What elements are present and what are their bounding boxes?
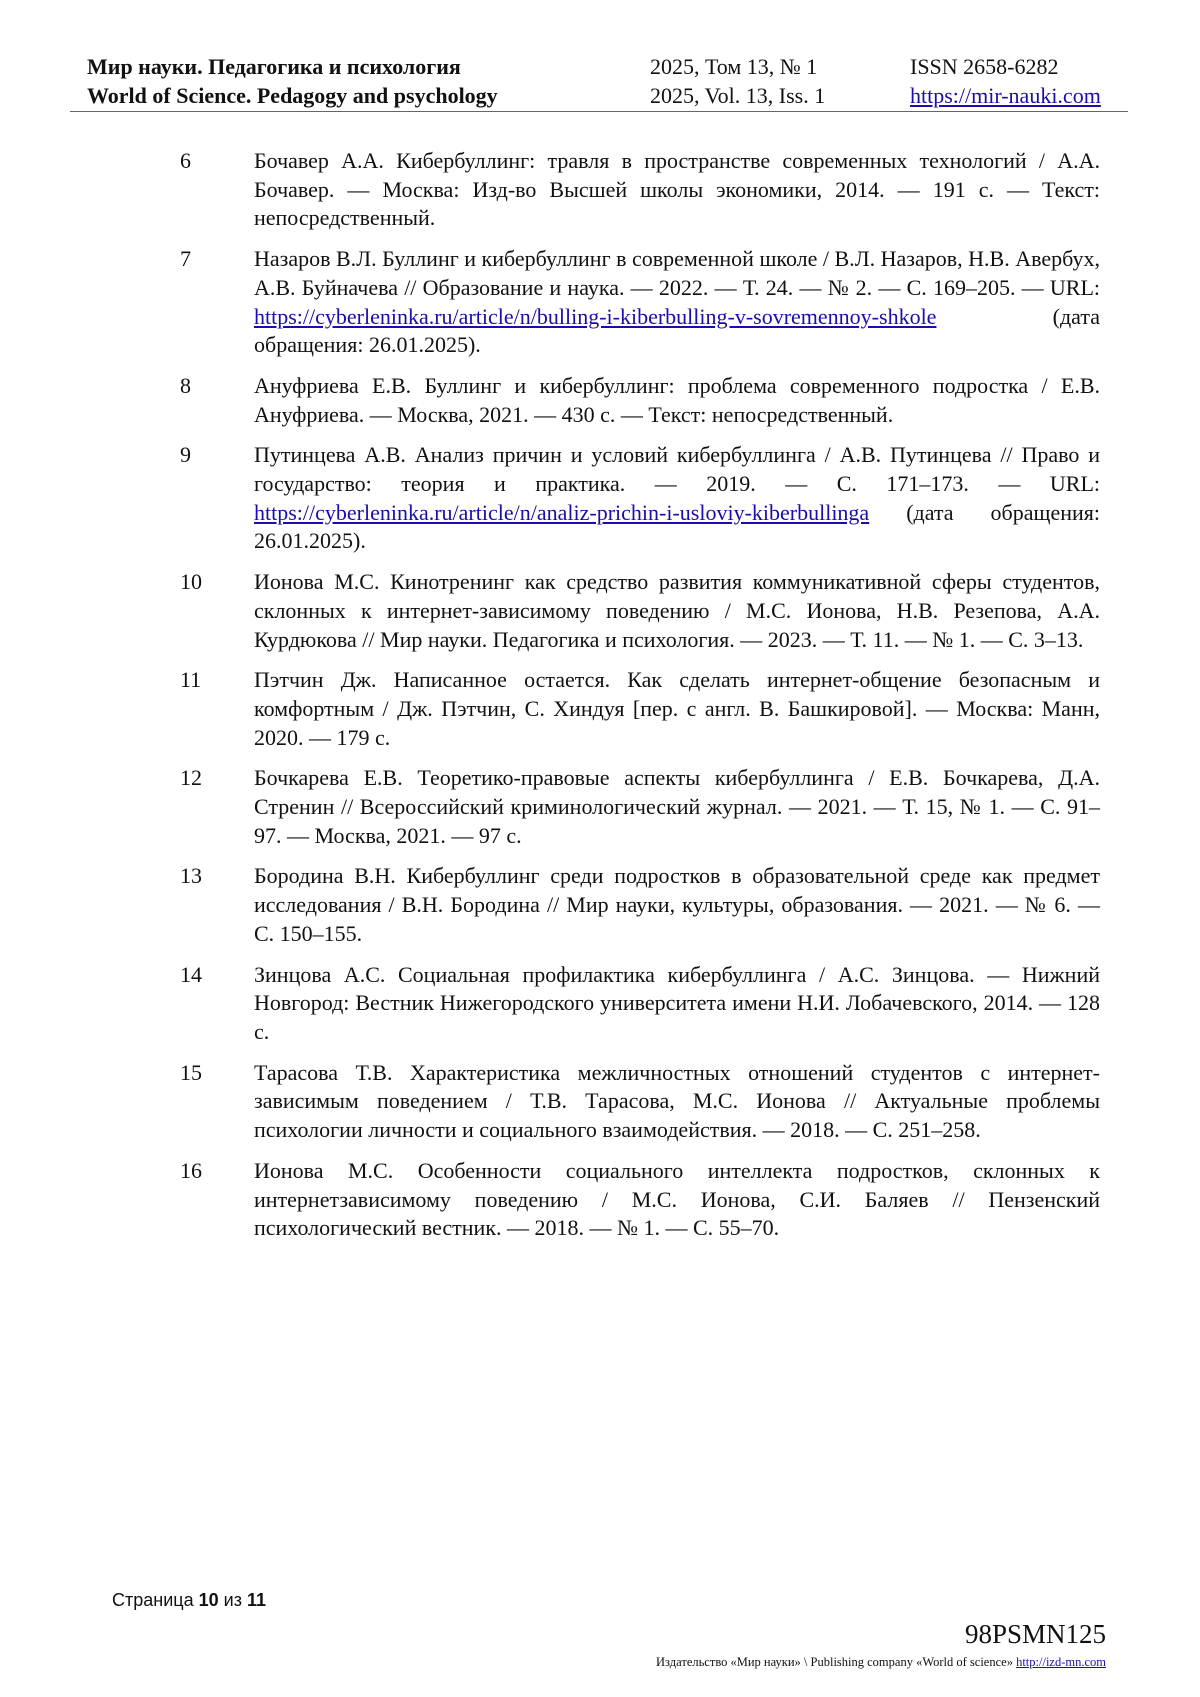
reference-text: Ионова М.С. Кинотренинг как средство развития коммуникативной сферы студентов, склонных к интернет-зависимому поведению / М.С. Ионова, Н.В. Резепова, А.А. Курдюкова // Мир науки. Педагогика и психология. — 2023. — Т. 11. — № 1. — С. 3–13. [254, 569, 1100, 652]
header-divider [70, 111, 1128, 112]
reference-item [180, 764, 1100, 850]
reference-link[interactable]: https://cyberleninka.ru/article/n/bulling-i-kiberbulling-v-sovremennoy-shkole [254, 303, 937, 329]
issue-ru: 2025, Том 13, № 1 [650, 54, 818, 79]
publisher-text: Издательство «Мир науки» \ Publishing company «World of science» [656, 1655, 1013, 1669]
page-total: 11 [246, 1590, 267, 1610]
header-row-en [87, 81, 1113, 110]
reference-item [180, 147, 1100, 233]
reference-text: Ануфриева Е.В. Буллинг и кибербуллинг: проблема современного подростка / Е.В. Ануфриева. — Москва, 2021. — 430 с. — Текст: непосредственный. [254, 372, 1100, 427]
page-number [112, 1590, 266, 1611]
page-word: Страница [112, 1590, 194, 1610]
reference-text: Бочавер А.А. Кибербуллинг: травля в пространстве современных технологий / А.А. Бочавер. — Москва: Изд-во Высшей школы экономики, 2014. — 191 с. — Текст: непосредственный. [254, 148, 1100, 231]
reference-text: Пэтчин Дж. Написанное остается. Как сделать интернет-общение безопасным и комфортным / Дж. Пэтчин, С. Хиндуя [пер. с англ. В. Башкировой]. — Москва: Манн, 2020. — 179 с. [254, 667, 1100, 750]
reference-item [180, 862, 1100, 948]
reference-number: 8 [180, 372, 191, 398]
reference-number: 13 [180, 863, 202, 889]
journal-title-ru: Мир науки. Педагогика и психология [87, 54, 461, 79]
reference-text: Бородина В.Н. Кибербуллинг среди подростков в образовательной среде как предмет исследования / В.Н. Бородина // Мир науки, культуры, образования. — 2021. — № 6. — С. 150–155. [254, 863, 1100, 946]
reference-number: 12 [180, 765, 202, 791]
document-id: 98PSMN125 [964, 1619, 1106, 1649]
reference-item [180, 441, 1100, 556]
journal-title-en: World of Science. Pedagogy and psychology [87, 83, 498, 108]
reference-text: Тарасова Т.В. Характеристика межличностных отношений студентов с интернет-зависимым поведением / Т.В. Тарасова, М.С. Ионова // Актуальные проблемы психологии личности и социального взаимодействия. — 2018. — С. 251–258. [254, 1059, 1100, 1143]
reference-text: Бочкарева Е.В. Теоретико-правовые аспекты кибербуллинга / Е.В. Бочкарева, Д.А. Стренин // Всероссийский криминологический журнал. — 2021. — Т. 15, № 1. — С. 91–97. — Москва, 2021. — 97 с. [254, 765, 1100, 848]
reference-text [254, 441, 1100, 556]
reference-number: 16 [180, 1157, 202, 1183]
page-of: из [223, 1590, 242, 1610]
reference-item [180, 245, 1100, 360]
reference-number: 6 [180, 148, 191, 173]
reference-number: 15 [180, 1059, 202, 1085]
reference-text [254, 245, 1100, 360]
publisher-link[interactable]: http://izd-mn.com [1016, 1655, 1106, 1669]
header-row-ru [87, 52, 1113, 81]
reference-text-part: Путинцева А.В. Анализ причин и условий кибербуллинга / А.В. Путинцева // Право и государство: теория и практика. — 2019. — С. 171–173. — URL: [254, 442, 1100, 497]
page-header [87, 52, 1113, 110]
reference-text-part: Назаров В.Л. Буллинг и кибербуллинг в современной школе / В.Л. Назаров, Н.В. Авербух, А.В. Буйначева // Образование и наука. — 2022. — Т. 24. — № 2. — С. 169–205. — URL: [254, 246, 1100, 300]
reference-text-part: (дата обращения: 26.01.2025). [254, 499, 1100, 554]
reference-item [180, 1059, 1100, 1145]
page-current: 10 [198, 1590, 219, 1610]
reference-number: 9 [180, 442, 191, 468]
reference-number: 7 [180, 246, 191, 272]
reference-item [180, 666, 1100, 752]
reference-item [180, 568, 1100, 654]
reference-text: Зинцова А.С. Социальная профилактика кибербуллинга / А.С. Зинцова. — Нижний Новгород: Вестник Нижегородского университета имени Н.И. Лобачевского, 2014. — 128 с. [254, 961, 1100, 1044]
reference-item [180, 372, 1100, 429]
issue-en: 2025, Vol. 13, Iss. 1 [650, 83, 826, 108]
reference-number: 14 [180, 961, 202, 987]
reference-text-part: (дата обращения: 26.01.2025). [254, 303, 1100, 358]
publisher-line [656, 1655, 1106, 1670]
reference-list [180, 147, 1100, 1255]
reference-number: 11 [180, 667, 202, 693]
reference-item [180, 1157, 1100, 1243]
reference-text: Ионова М.С. Особенности социального интеллекта подростков, склонных к интернетзависимому поведению / М.С. Ионова, С.И. Баляев // Пензенский психологический вестник. — 2018. — № 1. — С. 55–70. [254, 1157, 1100, 1241]
journal-site-link[interactable]: https://mir-nauki.com [910, 83, 1101, 108]
issn: ISSN 2658-6282 [910, 54, 1059, 79]
reference-number: 10 [180, 569, 202, 595]
reference-item [180, 961, 1100, 1047]
reference-link[interactable]: https://cyberleninka.ru/article/n/analiz-prichin-i-usloviy-kiberbullinga [254, 499, 870, 525]
